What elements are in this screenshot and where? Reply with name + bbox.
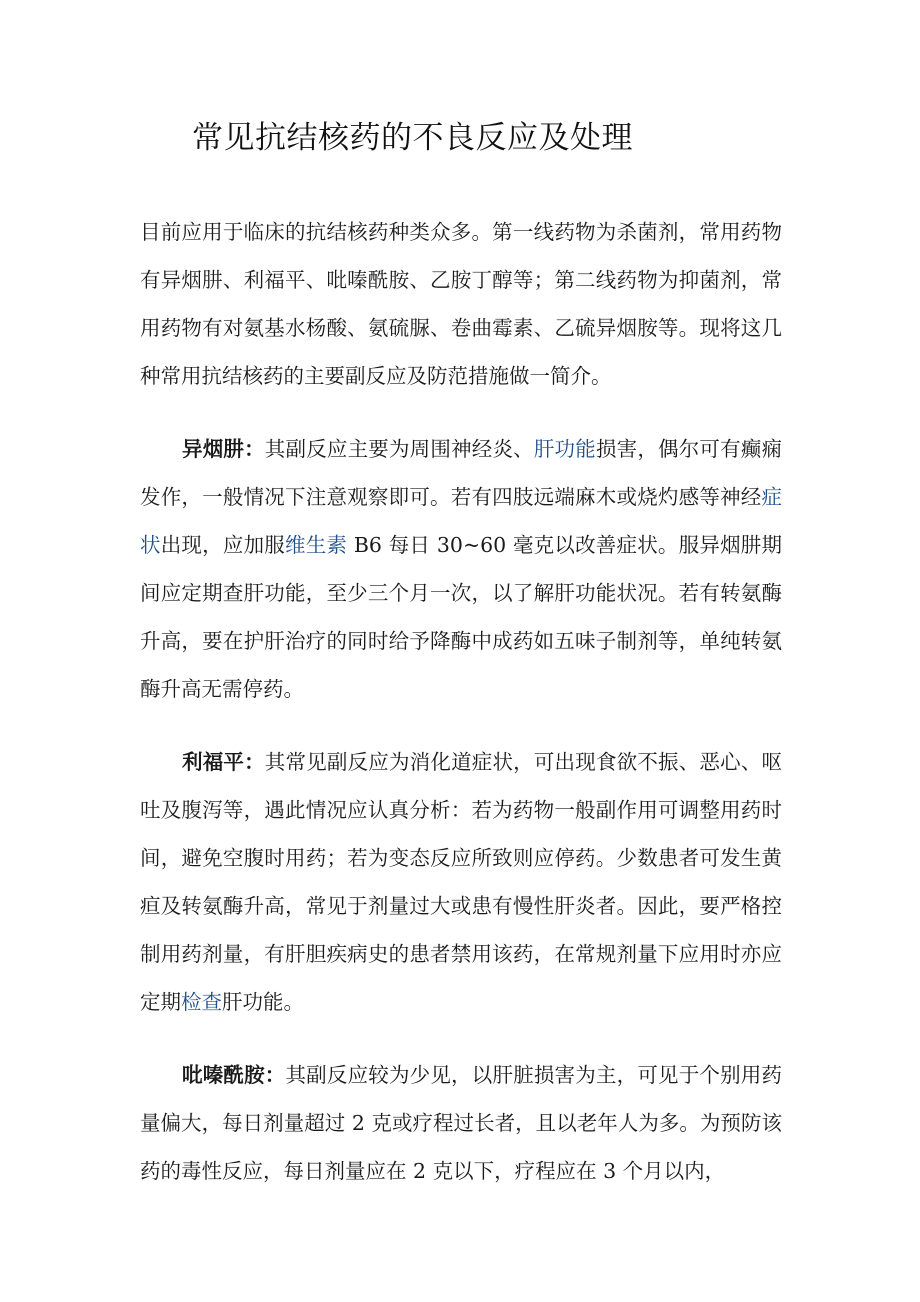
section-text: 其副反应主要为周围神经炎、 <box>264 437 534 461</box>
intro-paragraph: 目前应用于临床的抗结核药种类众多。第一线药物为杀菌剂，常用药物有异烟肼、利福平、吡嗪酰胺、乙胺丁醇等；第二线药物为抑菌剂，常用药物有对氨基水杨酸、氨硫脲、卷曲霉素、乙硫异烟胺等。现将这几种常用抗结核药的主要副反应及防范措施做一简介。 <box>140 220 782 388</box>
section-isoniazid <box>140 425 782 713</box>
section-text: 其副反应较为少见，以肝脏损害为主，可见于个别用药量偏大，每日剂量超过 2 克或疗程过长者，且以老年人为多。为预防该药的毒性反应，每日剂量应在 2 克以下，疗程应在 3 个月以内， <box>140 1063 783 1183</box>
link-liver-function[interactable]: 肝功能 <box>533 437 596 461</box>
section-rifampicin <box>140 738 782 1026</box>
section-pyrazinamide <box>140 1051 782 1195</box>
drug-term-pyrazinamide: 吡嗪酰胺： <box>182 1063 286 1087</box>
section-text: B6 每日 30~60 毫克以改善症状。服异烟肼期间应定期查肝功能，至少三个月一次，以了解肝功能状况。若有转氨酶升高，要在护肝治疗的同时给予降酶中成药如五味子制剂等，单纯转氨酶升高无需停药。 <box>140 533 782 701</box>
link-examination[interactable]: 检查 <box>181 990 222 1014</box>
section-text: 损害，偶尔可有癫痫发作，一般情况下注意观察即可。若有四肢远端麻木或烧灼感等神经 <box>140 437 783 509</box>
drug-term-isoniazid: 异烟肼： <box>182 437 265 461</box>
section-text: 肝功能。 <box>222 990 304 1014</box>
document-body <box>140 208 782 1220</box>
section-text: 出现，应加服 <box>160 533 285 557</box>
link-symptoms[interactable]: 症状 <box>140 485 782 557</box>
section-text: 其常见副反应为消化道症状，可出现食欲不振、恶心、呕吐及腹泻等，遇此情况应认真分析：若为药物一般副作用可调整用药时间，避免空腹时用药；若为变态反应所致则应停药。少数患者可发生黄疸及转氨酶升高，常见于剂量过大或患有慢性肝炎者。因此，要严格控制用药剂量，有肝胆疾病史的患者禁用该药，在常规剂量下应用时亦应定期 <box>140 750 783 1014</box>
drug-term-rifampicin: 利福平： <box>182 750 265 774</box>
link-vitamin[interactable]: 维生素 <box>285 533 348 557</box>
document-title: 常见抗结核药的不良反应及处理 <box>192 120 633 156</box>
